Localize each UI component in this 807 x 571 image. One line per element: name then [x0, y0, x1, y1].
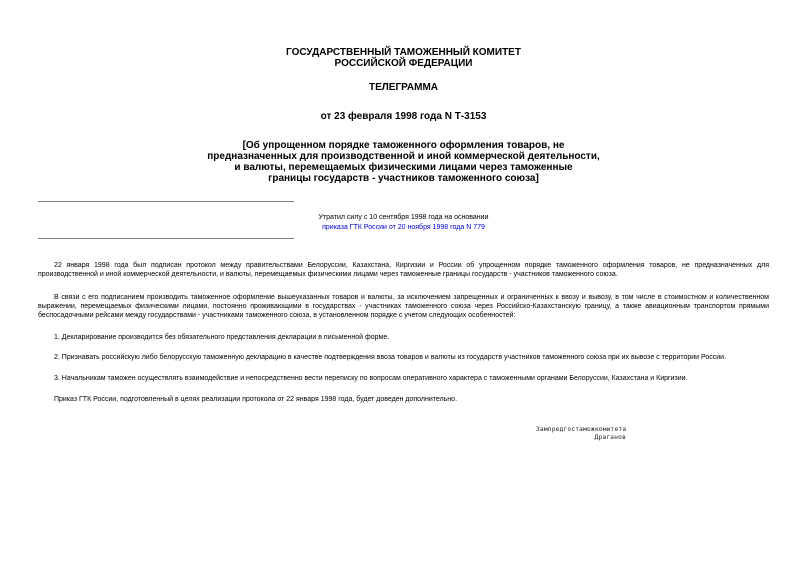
body-paragraph: В связи с его подписанием производить таможенное оформление вышеуказанных товаров и валюты, за исключением запрещенных и ограниченных к ввозу и вывозу, в том числе в стоимостном и количественном выражении, перемещаемых физическими лицами, постоянно проживающими в государствах - участниках таможенного союза через Российско-Казахстанскую границу, а также авиационным транспортом прямыми беспосадочными рейсами между государствами - участниками таможенного союза, в установленном порядке с учетом следующих особенностей:	[38, 294, 769, 319]
divider-top	[38, 201, 294, 202]
issuer-name: ГОСУДАРСТВЕННЫЙ ТАМОЖЕННЫЙ КОМИТЕТ	[286, 47, 521, 58]
signature-name: Драганов	[594, 434, 626, 441]
document-title-line-4: границы государств - участников таможенного союза]	[268, 173, 539, 184]
body-paragraph: 22 января 1998 года был подписан протокол между правительствами Белоруссии, Казахстана, Киргизии и России об упрощенном порядке таможенного оформления товаров, не предназначенных для производственной и иной коммерческой деятельности, и валюты, перемещаемых физическими лицами через таможенные границы государств - участников таможенного союза.	[38, 262, 769, 278]
body-paragraph: 2. Признавать российскую либо белорусскую таможенную декларацию в качестве подтверждения ввоза товаров и валюты из государств участников таможенного союза при их вывозе с территории России.	[54, 354, 727, 361]
signature-position: Зампредгостаможкомитета	[536, 426, 627, 433]
document-type: ТЕЛЕГРАММА	[368, 82, 439, 93]
status-text: Утратил силу с 10 сентября 1998 года на основании	[318, 214, 489, 221]
issuer-country: РОССИЙСКОЙ ФЕДЕРАЦИИ	[334, 58, 473, 69]
status-link[interactable]: приказа ГТК России от 20 ноября 1998 года N 779	[322, 224, 485, 231]
body-paragraph: 1. Декларирование производится без обязательного представления декларации в письменной форме.	[54, 334, 390, 341]
document-title-line-2: предназначенных для производственной и иной коммерческой деятельности,	[207, 151, 600, 162]
status-notice	[0, 213, 807, 233]
divider-bottom	[38, 238, 294, 239]
document-title-line-3: и валюты, перемещаемых физическими лицами через таможенные	[234, 162, 573, 173]
body-paragraph: Приказ ГТК России, подготовленный в целях реализации протокола от 22 января 1998 года, будет доведен дополнительно.	[54, 396, 458, 403]
document-date-number: от 23 февраля 1998 года N Т-3153	[320, 111, 487, 122]
document-title-line-1: [Об упрощенном порядке таможенного оформления товаров, не	[242, 140, 565, 151]
body-paragraph: 3. Начальникам таможен осуществлять взаимодействие и непосредственно вести переписку по вопросам оперативного характера с таможенными органами Белоруссии, Казахстана и Киргизии.	[54, 375, 688, 382]
